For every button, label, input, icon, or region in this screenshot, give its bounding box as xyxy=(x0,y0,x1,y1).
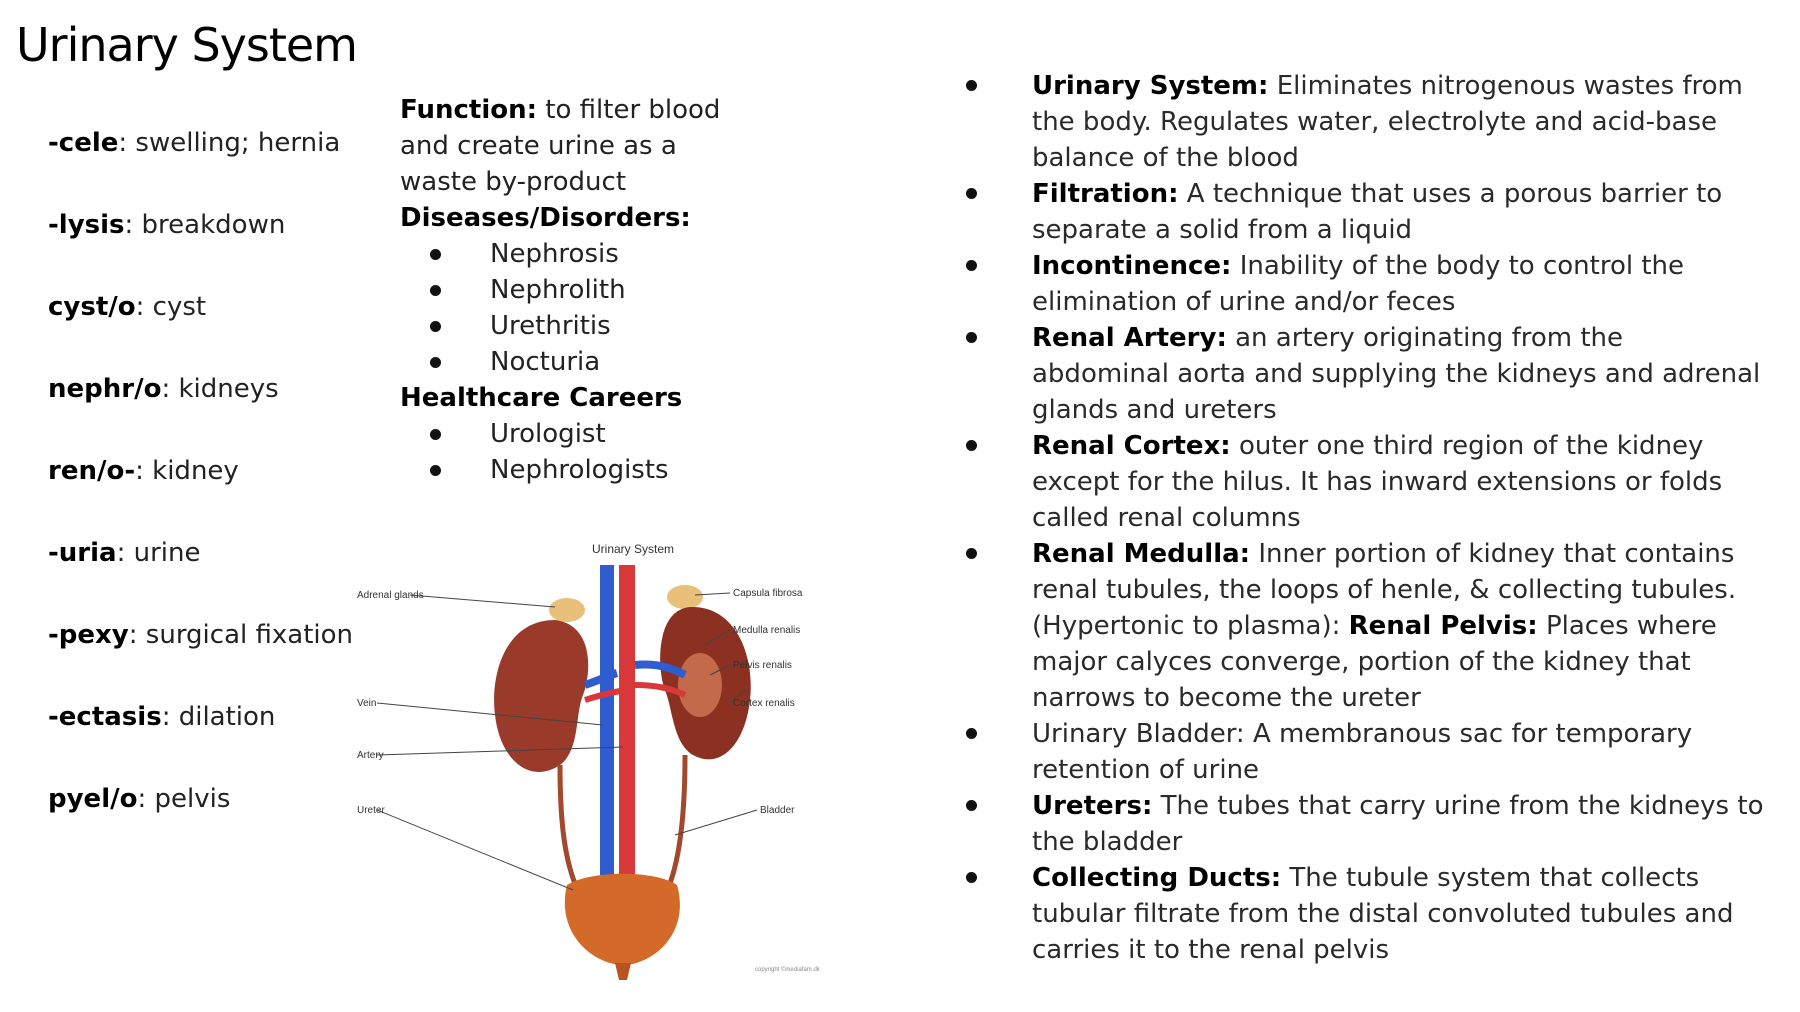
term-item: pyel/o: pelvis xyxy=(48,784,231,814)
definitions-column xyxy=(966,68,1766,968)
definition-text: A technique that uses a porous barrier to separate a solid from a liquid xyxy=(1032,179,1723,245)
definition-sep: : xyxy=(1216,323,1227,353)
label-artery: Artery xyxy=(357,750,384,761)
function-description: to filter blood and create urine as a waste by-product xyxy=(400,95,721,197)
definition-term: Renal Artery xyxy=(1032,323,1217,353)
definition-sep: : xyxy=(1527,611,1538,641)
renal-pelvis-section xyxy=(678,653,722,717)
definition-sep: : xyxy=(1221,251,1232,281)
term-definition: urine xyxy=(133,538,201,568)
label-vein: Vein xyxy=(357,698,377,709)
right-ureter xyxy=(665,755,685,895)
label-capsula-fibrosa: Capsula fibrosa xyxy=(733,588,803,599)
definition-text: The tubes that carry urine from the kidneys to the bladder xyxy=(1032,791,1764,857)
term-definition: kidneys xyxy=(178,374,279,404)
definition-term: Urinary System xyxy=(1032,71,1259,101)
definition-item xyxy=(966,320,1766,428)
term-label: -uria xyxy=(48,538,117,568)
definition-text: The tubule system that collects tubular filtrate from the distal convoluted tubules and carries it to the renal pelvis xyxy=(1032,863,1734,965)
term-item: ren/o-: kidney xyxy=(48,456,239,486)
term-definition: breakdown xyxy=(141,210,286,240)
term-definition: surgical fixation xyxy=(145,620,353,650)
label-adrenal-glands: Adrenal glands xyxy=(357,590,424,601)
definition-item xyxy=(966,788,1766,860)
term-item: -pexy: surgical fixation xyxy=(48,620,353,650)
term-item: -lysis: breakdown xyxy=(48,210,286,240)
definition-sep: : xyxy=(1270,863,1282,893)
label-pelvis-renalis: Pelvis renalis xyxy=(733,660,792,671)
term-definition: swelling; hernia xyxy=(135,128,341,158)
function-label: Function: xyxy=(400,95,538,125)
definition-text: outer one third region of the kidney except for the hilus. It has inward extensions or folds called renal columns xyxy=(1032,431,1723,533)
careers-heading: Healthcare Careers xyxy=(400,383,683,413)
diagram-copyright: copyright ©mediafam.dk xyxy=(755,967,820,973)
definition-item xyxy=(966,68,1766,176)
term-definition: dilation xyxy=(178,702,276,732)
term-item: -uria: urine xyxy=(48,538,201,568)
definition-text: Inability of the body to control the elimination of urine and/or feces xyxy=(1032,251,1685,317)
term-label: -lysis xyxy=(48,210,125,240)
definition-item xyxy=(966,716,1766,788)
diseases-list xyxy=(400,236,760,380)
label-ureter: Ureter xyxy=(357,805,385,816)
term-label: -ectasis xyxy=(48,702,162,732)
term-label: -cele xyxy=(48,128,119,158)
diagram-title: Urinary System xyxy=(591,542,675,556)
urinary-system-diagram xyxy=(355,535,910,980)
definition-term: Incontinence xyxy=(1032,251,1222,281)
definition-text: Eliminates nitrogenous wastes from the body. Regulates water, electrolyte and acid-base balance of the blood xyxy=(1032,71,1743,173)
page-title: Urinary System xyxy=(16,18,357,72)
term-label: cyst/o xyxy=(48,292,136,322)
term-item: -ectasis: dilation xyxy=(48,702,276,732)
term-label: nephr/o xyxy=(48,374,162,404)
definition-item xyxy=(966,248,1766,320)
label-cortex-renalis: Cortex renalis xyxy=(733,698,795,709)
list-item: Nephrologists xyxy=(400,452,760,488)
term-label: pyel/o xyxy=(48,784,138,814)
definition-item xyxy=(966,860,1766,968)
definition-term: Collecting Ducts xyxy=(1032,863,1271,893)
definition-sep: : xyxy=(1141,791,1153,821)
definition-item xyxy=(966,536,1766,716)
right-adrenal-gland xyxy=(667,585,703,609)
term-item: cyst/o: cyst xyxy=(48,292,207,322)
definition-sep: : xyxy=(1168,179,1179,209)
label-medulla-renalis: Medulla renalis xyxy=(733,625,801,636)
list-item: Nephrosis xyxy=(400,236,760,272)
careers-list xyxy=(400,416,760,488)
definition-text: Places where major calyces converge, portion of the kidney that narrows to become the ureter xyxy=(1032,611,1717,713)
term-definition: pelvis xyxy=(154,784,231,814)
term-label: ren/o- xyxy=(48,456,136,486)
term-definition: kidney xyxy=(152,456,239,486)
diseases-heading: Diseases/Disorders: xyxy=(400,203,691,233)
left-ureter xyxy=(560,765,580,895)
term-definition: cyst xyxy=(152,292,207,322)
overview-column xyxy=(400,92,760,488)
definitions-list xyxy=(966,68,1766,968)
definition-sep: : xyxy=(1258,71,1269,101)
definition-term: Filtration xyxy=(1032,179,1169,209)
definition-text: Urinary Bladder: A membranous sac for temporary retention of urine xyxy=(1032,719,1693,785)
label-bladder: Bladder xyxy=(760,805,795,816)
definition-term: Renal Pelvis xyxy=(1348,611,1528,641)
function-text xyxy=(400,92,760,200)
term-item: -cele: swelling; hernia xyxy=(48,128,341,158)
definition-sep: : xyxy=(1220,431,1231,461)
definition-term: Ureters xyxy=(1032,791,1142,821)
definition-term: Renal Medulla xyxy=(1032,539,1240,569)
left-adrenal-gland xyxy=(549,598,585,622)
definition-term: Renal Cortex xyxy=(1032,431,1221,461)
list-item: Nocturia xyxy=(400,344,760,380)
term-label: -pexy xyxy=(48,620,129,650)
definition-text: Inner portion of kidney that contains renal tubules, the loops of henle, & collecting tubules. (Hypertonic to plasma): xyxy=(1032,539,1737,641)
list-item: Nephrolith xyxy=(400,272,760,308)
list-item: Urologist xyxy=(400,416,760,452)
term-item: nephr/o: kidneys xyxy=(48,374,279,404)
definition-text: an artery originating from the abdominal aorta and supplying the kidneys and adrenal glands and ureters xyxy=(1032,323,1761,425)
definition-item xyxy=(966,428,1766,536)
list-item: Urethritis xyxy=(400,308,760,344)
urethra xyxy=(615,963,631,980)
definition-item xyxy=(966,176,1766,248)
bladder xyxy=(565,874,680,965)
definition-sep: : xyxy=(1239,539,1251,569)
